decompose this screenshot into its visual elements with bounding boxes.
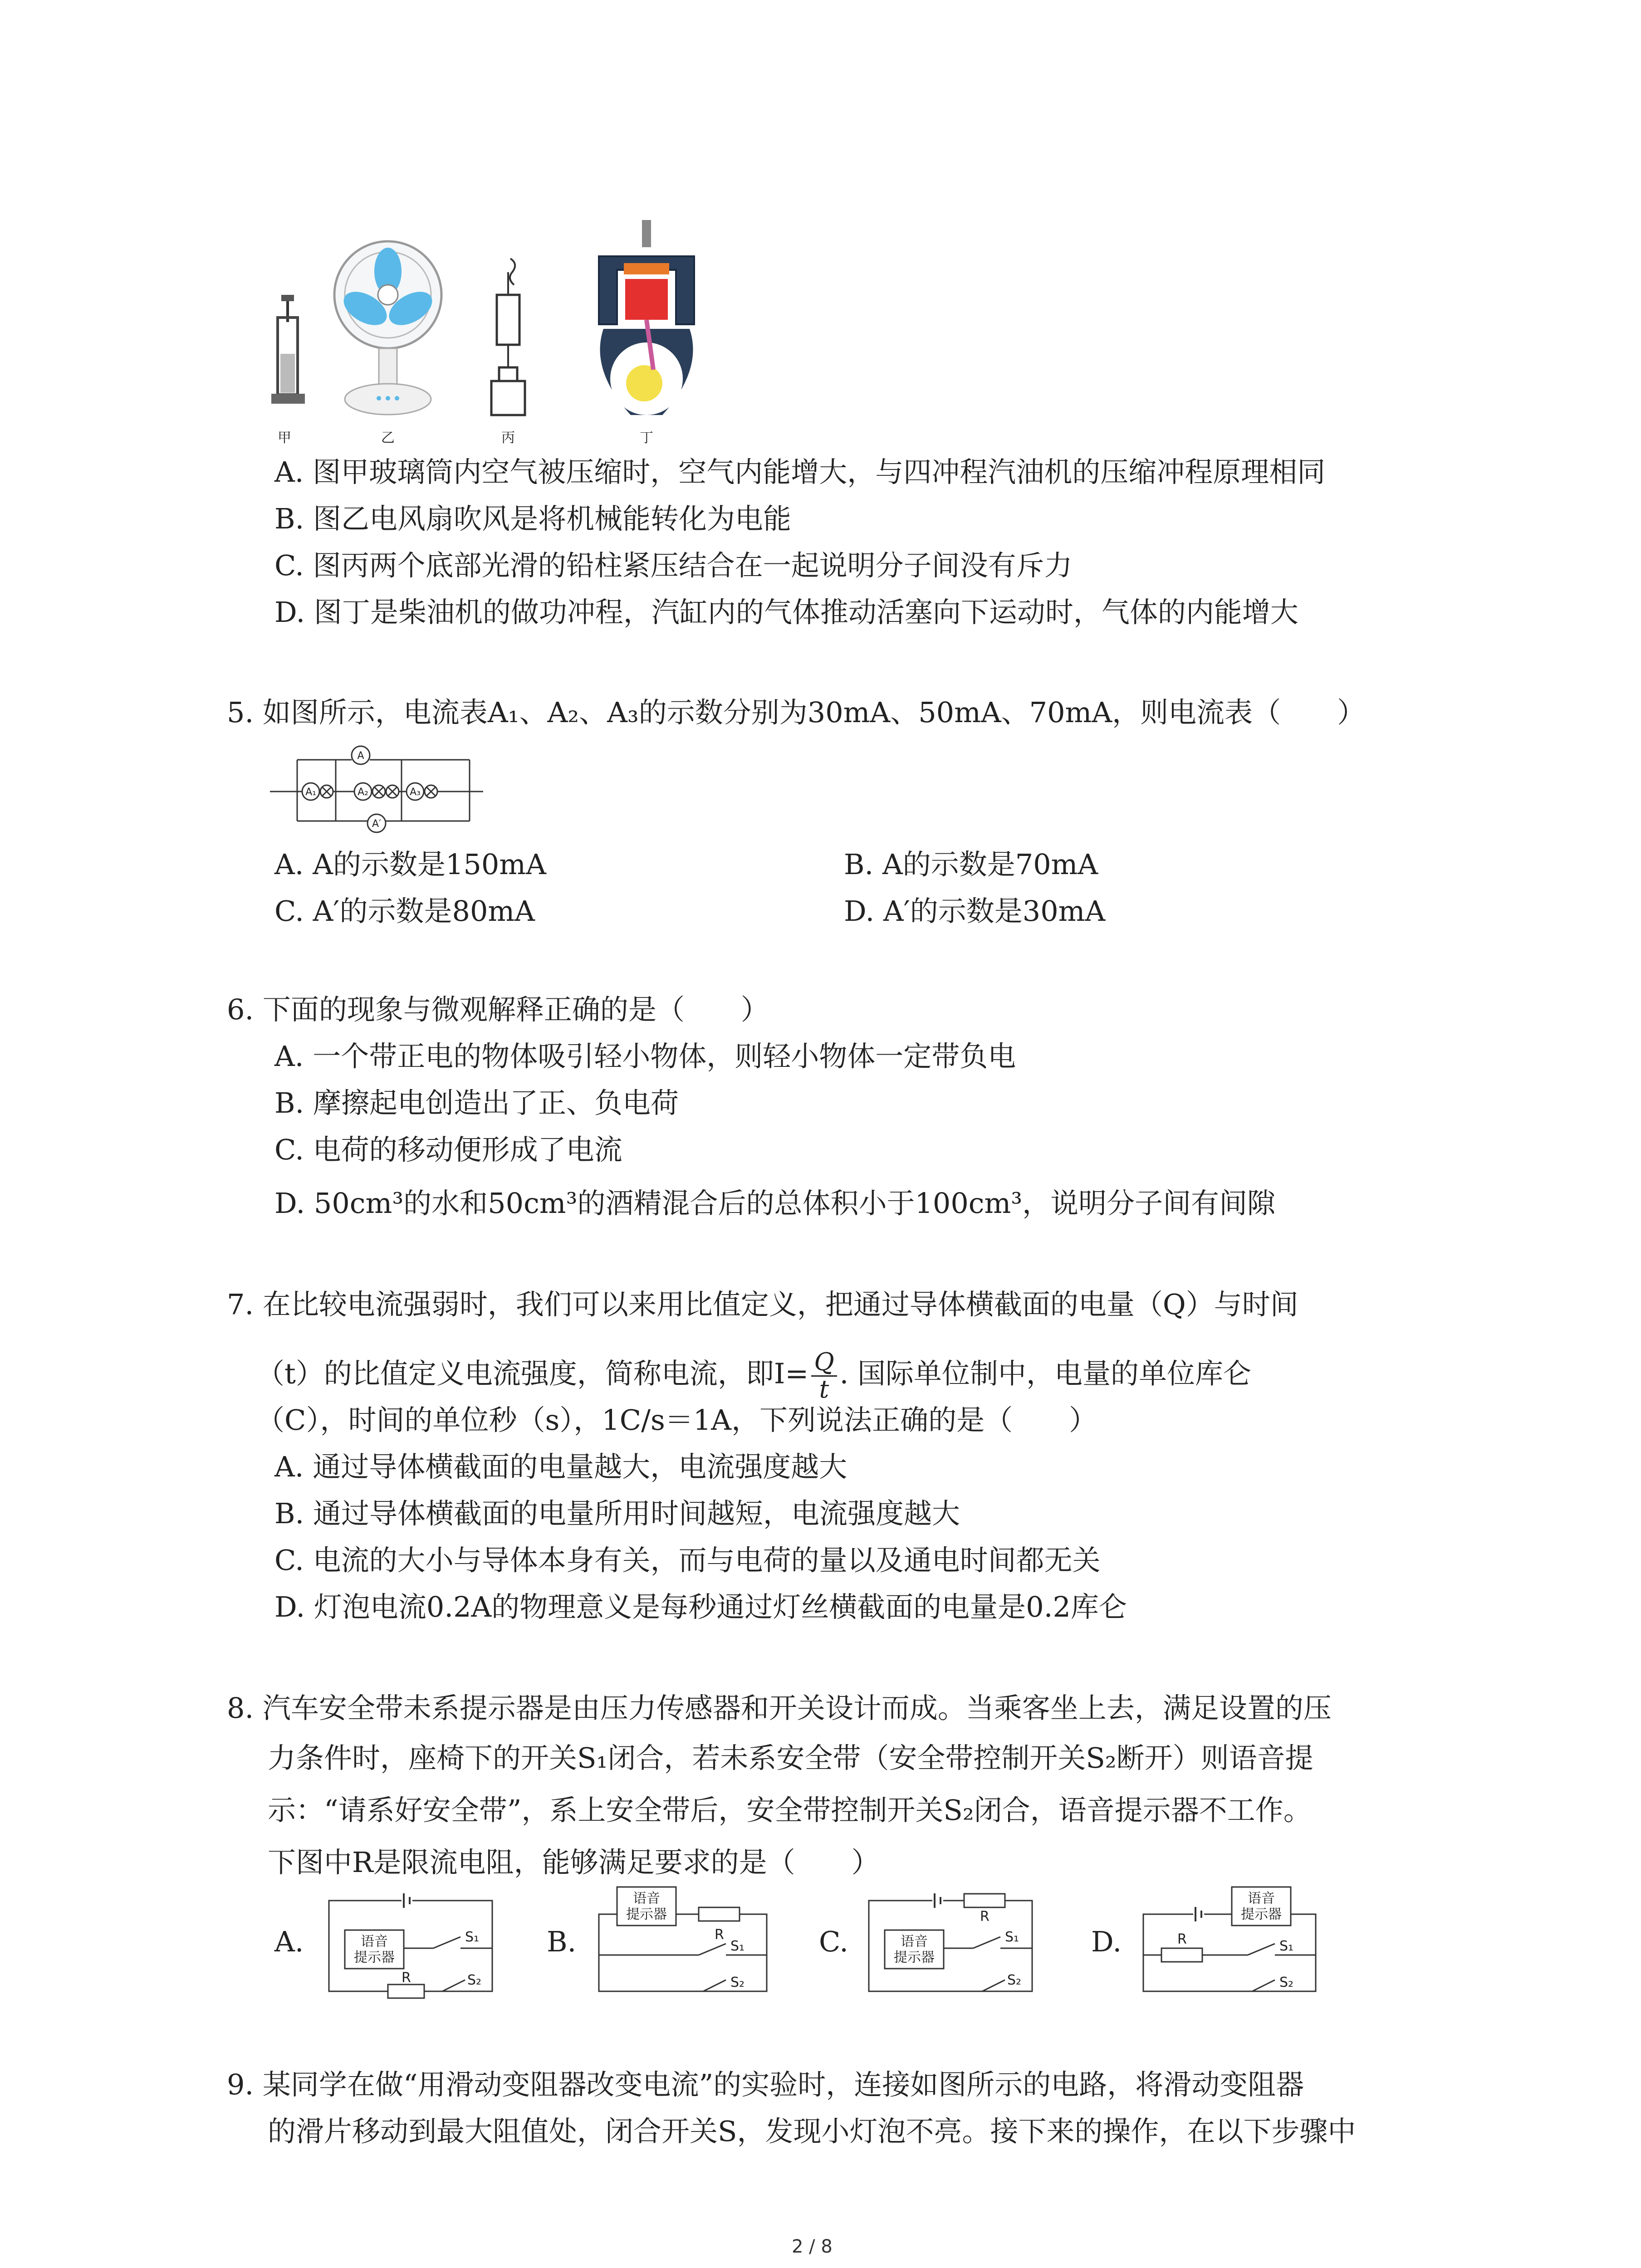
q8-line-3: 示：“请系好安全带”，系上安全带后，安全带控制开关S₂闭合，语音提示器不工作。 <box>268 1794 1312 1827</box>
q6-stem: 6. 下面的现象与微观解释正确的是（ ） <box>227 993 769 1026</box>
q6-option-a: A. 一个带正电的物体吸引轻小物体，则轻小物体一定带负电 <box>274 1040 1016 1073</box>
q8-b-box-label-2: 提示器 <box>626 1906 667 1922</box>
q8-d-r-label: R <box>1177 1931 1187 1947</box>
q6-option-b: B. 摩擦起电创造出了正、负电荷 <box>274 1086 679 1119</box>
q8-a-box-label-2: 提示器 <box>354 1950 395 1965</box>
q8-b-s1-label: S₁ <box>730 1938 745 1954</box>
q8-d-box-label-2: 提示器 <box>1241 1906 1282 1922</box>
q4-figure-jia <box>268 286 309 413</box>
q8-b-s2-label: S₂ <box>730 1975 745 1990</box>
q8-c-r-label: R <box>980 1909 989 1925</box>
q5-ammeter-a-label: A <box>357 750 364 762</box>
q5-stem: 5. 如图所示，电流表A₁、A₂、A₃的示数分别为30mA、50mA、70mA，则电流表（ ） <box>227 696 1366 729</box>
q5-ammeter-a2-label: A₂ <box>358 787 368 798</box>
q4-fig-label-ding: 丁 <box>640 430 653 446</box>
q4-figure-bing <box>483 254 533 422</box>
q7-option-a: A. 通过导体横截面的电量越大，电流强度越大 <box>274 1450 847 1483</box>
q9-line-2: 的滑片移动到最大阻值处，闭合开关S，发现小灯泡不亮。接下来的操作，在以下步骤中 <box>268 2115 1356 2148</box>
q7-line-2-end: . 国际单位制中，电量的单位库仑 <box>839 1357 1252 1390</box>
q7-fraction-denominator: t <box>819 1374 829 1403</box>
q4-figure-yi-fan <box>329 236 451 422</box>
q7-line-2 <box>256 1349 1251 1402</box>
q5-circuit-diagram <box>270 742 483 837</box>
q8-c-s1-label: S₁ <box>1005 1929 1019 1945</box>
q8-circuit-c <box>864 1892 1037 2000</box>
q7-option-b: B. 通过导体横截面的电量所用时间越短，电流强度越大 <box>274 1497 960 1530</box>
q8-line-2: 力条件时，座椅下的开关S₁闭合，若未系安全带（安全带控制开关S₂断开）则语音提 <box>268 1741 1313 1774</box>
q4-option-c: C. 图丙两个底部光滑的铅柱紧压结合在一起说明分子间没有斥力 <box>274 549 1073 582</box>
q8-a-s1-label: S₁ <box>465 1929 480 1945</box>
q8-d-box-label-1: 语音 <box>1248 1891 1275 1906</box>
q8-c-box-label-2: 提示器 <box>894 1950 935 1965</box>
q8-a-r-label: R <box>402 1970 411 1986</box>
q7-line-2-start: （t）的比值定义电流强度，简称电流，即I= <box>256 1357 809 1390</box>
q7-option-c: C. 电流的大小与导体本身有关，而与电荷的量以及通电时间都无关 <box>274 1544 1101 1577</box>
q8-a-box-label-1: 语音 <box>361 1934 388 1950</box>
q4-fig-label-yi: 乙 <box>381 430 395 446</box>
q5-option-d: D. A′的示数是30mA <box>844 894 1106 928</box>
q8-option-a-letter: A. <box>274 1925 304 1958</box>
q5-option-a: A. A的示数是150mA <box>274 848 546 881</box>
q8-circuit-d <box>1139 1882 1320 2000</box>
q7-fraction-numerator: Q <box>811 1349 837 1377</box>
q4-option-b: B. 图乙电风扇吹风是将机械能转化为电能 <box>274 502 791 535</box>
q8-b-box-label-1: 语音 <box>633 1891 660 1906</box>
q9-line-1: 9. 某同学在做“用滑动变阻器改变电流”的实验时，连接如图所示的电路，将滑动变阻器 <box>227 2068 1304 2101</box>
q5-ammeter-a1-label: A₁ <box>305 787 316 798</box>
q8-c-box-label-1: 语音 <box>901 1934 928 1950</box>
q7-option-d: D. 灯泡电流0.2A的物理意义是每秒通过灯丝横截面的电量是0.2库仑 <box>274 1590 1127 1623</box>
q8-b-r-label: R <box>715 1927 724 1943</box>
q4-figure-ding-engine <box>590 220 703 424</box>
q8-option-c-letter: C. <box>819 1925 848 1958</box>
q8-circuit-a <box>324 1892 497 2000</box>
q8-d-s2-label: S₂ <box>1279 1975 1294 1990</box>
q4-option-d: D. 图丁是柴油机的做功冲程，汽缸内的气体推动活塞向下运动时，气体的内能增大 <box>274 596 1298 629</box>
q4-fig-label-bing: 丙 <box>501 430 515 446</box>
q7-fraction <box>811 1349 837 1402</box>
q8-line-4: 下图中R是限流电阻，能够满足要求的是（ ） <box>268 1846 880 1879</box>
q8-c-s2-label: S₂ <box>1007 1972 1022 1988</box>
q8-circuit-b <box>594 1882 771 2000</box>
q6-option-d: D. 50cm³的水和50cm³的酒精混合后的总体积小于100cm³，说明分子间有间隙 <box>274 1187 1276 1220</box>
q5-option-b: B. A的示数是70mA <box>844 848 1098 881</box>
q8-a-s2-label: S₂ <box>467 1972 482 1988</box>
q8-option-d-letter: D. <box>1091 1925 1122 1958</box>
q7-line-3: （C），时间的单位秒（s），1C/s＝1A，下列说法正确的是（ ） <box>256 1403 1097 1437</box>
q8-d-s1-label: S₁ <box>1279 1938 1294 1954</box>
q4-option-a: A. 图甲玻璃筒内空气被压缩时，空气内能增大，与四冲程汽油机的压缩冲程原理相同 <box>274 455 1326 489</box>
q5-option-c: C. A′的示数是80mA <box>274 894 535 928</box>
q8-option-b-letter: B. <box>547 1925 577 1958</box>
q8-line-1: 8. 汽车安全带未系提示器是由压力传感器和开关设计而成。当乘客坐上去，满足设置的压 <box>227 1691 1332 1725</box>
q6-option-c: C. 电荷的移动便形成了电流 <box>274 1133 622 1166</box>
q7-line-1: 7. 在比较电流强弱时，我们可以来用比值定义，把通过导体横截面的电量（Q）与时间 <box>227 1288 1298 1321</box>
q5-ammeter-aprime-label: A′ <box>372 818 382 830</box>
page-number: 2 / 8 <box>792 2236 833 2257</box>
q4-fig-label-jia: 甲 <box>278 430 291 446</box>
q5-ammeter-a3-label: A₃ <box>410 787 421 798</box>
